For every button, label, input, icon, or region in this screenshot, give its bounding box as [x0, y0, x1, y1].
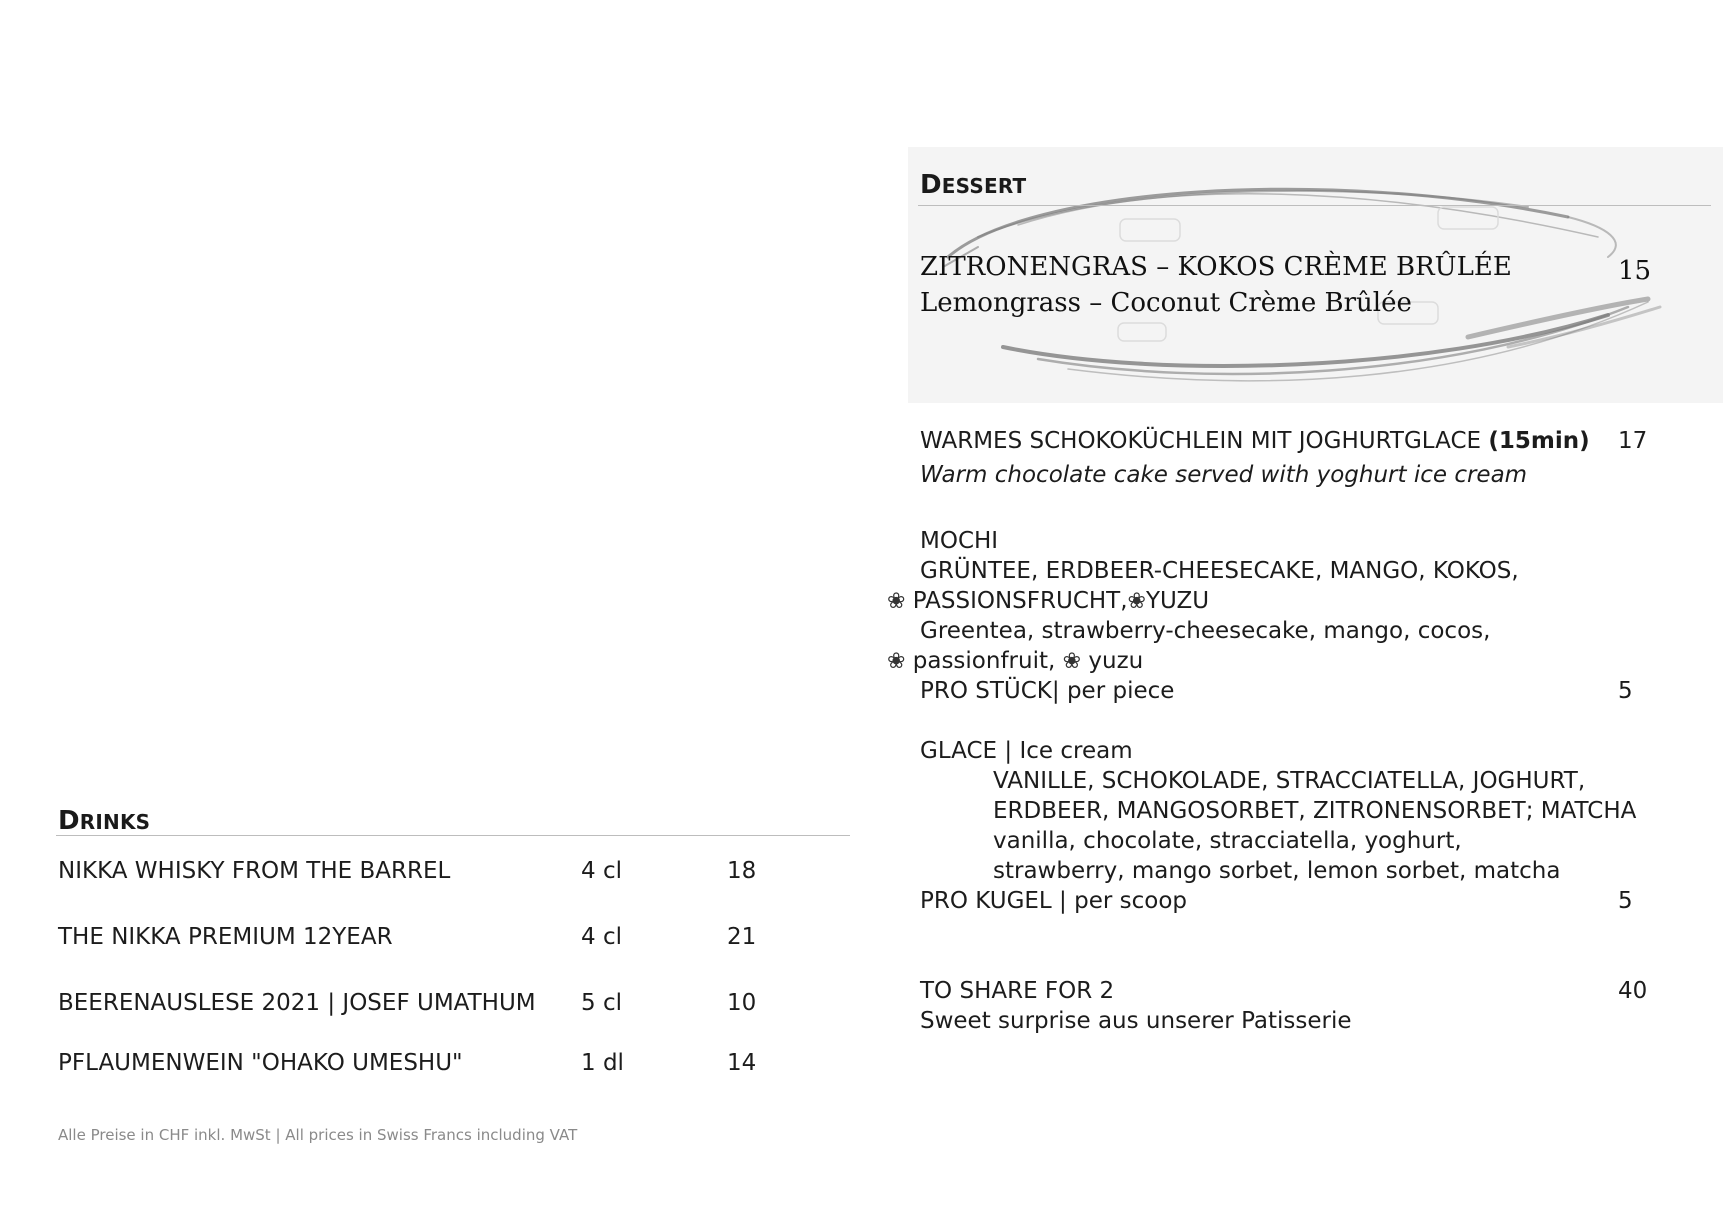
share-price: 40: [1618, 978, 1648, 1004]
drinks-heading-initial: D: [58, 806, 80, 836]
vegan-flower-icon: ❀: [1127, 589, 1146, 614]
drink-price: 18: [727, 858, 757, 884]
drink-size: 4 cl: [581, 924, 622, 950]
drink-name: BEERENAUSLESE 2021 | JOSEF UMATHUM: [58, 990, 536, 1016]
mochi-line-1: GRÜNTEE, ERDBEER-CHEESECAKE, MANGO, KOKOS,: [920, 558, 1519, 584]
drinks-heading: [58, 806, 150, 836]
share-subtitle: Sweet surprise aus unserer Patisserie: [920, 1008, 1352, 1034]
feature-price: 15: [1618, 256, 1652, 286]
price-footnote: Alle Preise in CHF inkl. MwSt | All prices in Swiss Francs including VAT: [58, 1126, 578, 1144]
mochi-line-3: Greentea, strawberry-cheesecake, mango, cocos,: [920, 618, 1491, 644]
dessert-heading-rest: ESSERT: [941, 174, 1027, 198]
glace-line-1: VANILLE, SCHOKOLADE, STRACCIATELLA, JOGHURT,: [993, 768, 1586, 794]
chocolate-title-de: WARMES SCHOKOKÜCHLEIN MIT JOGHURTGLACE: [920, 428, 1482, 454]
dessert-heading-divider: [918, 205, 1711, 206]
glace-price: 5: [1618, 888, 1633, 914]
drink-name: PFLAUMENWEIN "OHAKO UMESHU": [58, 1050, 463, 1076]
mochi-title: MOCHI: [920, 528, 999, 554]
chocolate-time: (15min): [1488, 428, 1590, 454]
mochi-line-2a: PASSIONSFRUCHT,: [912, 588, 1128, 614]
glace-line-3: vanilla, chocolate, stracciatella, yoghurt,: [993, 828, 1462, 854]
share-title: TO SHARE FOR 2: [920, 978, 1115, 1004]
drinks-heading-rest: RINKS: [79, 810, 151, 834]
mochi-line-2: [887, 586, 1209, 617]
mochi-line-4: [887, 646, 1143, 677]
drink-size: 4 cl: [581, 858, 622, 884]
drink-price: 21: [727, 924, 757, 950]
chocolate-subtitle: Warm chocolate cake served with yoghurt ice cream: [920, 462, 1528, 488]
feature-title-de: ZITRONENGRAS – KOKOS CRÈME BRÛLÉE: [920, 252, 1512, 282]
drink-size: 1 dl: [581, 1050, 624, 1076]
glace-per-scoop: PRO KUGEL | per scoop: [920, 888, 1187, 914]
mochi-line-4a: passionfruit,: [912, 648, 1056, 674]
mochi-price: 5: [1618, 678, 1633, 704]
glace-line-4: strawberry, mango sorbet, lemon sorbet, matcha: [993, 858, 1561, 884]
mochi-line-2b: YUZU: [1145, 588, 1210, 614]
drinks-heading-divider: [56, 835, 850, 836]
feature-title-en: Lemongrass – Coconut Crème Brûlée: [920, 288, 1412, 318]
vegan-flower-icon: ❀: [1062, 649, 1082, 674]
drink-size: 5 cl: [581, 990, 622, 1016]
chocolate-price: 17: [1618, 428, 1648, 454]
glace-title: GLACE | Ice cream: [920, 738, 1133, 764]
mochi-per-piece: PRO STÜCK| per piece: [920, 678, 1175, 704]
glace-line-2: ERDBEER, MANGOSORBET, ZITRONENSORBET; MATCHA: [993, 798, 1637, 824]
vegan-flower-icon: ❀: [887, 589, 906, 614]
drink-price: 10: [727, 990, 757, 1016]
drink-name: THE NIKKA PREMIUM 12YEAR: [58, 924, 393, 950]
dessert-heading-initial: D: [920, 170, 942, 200]
vegan-flower-icon: ❀: [887, 649, 906, 674]
drink-name: NIKKA WHISKY FROM THE BARREL: [58, 858, 451, 884]
drink-price: 14: [727, 1050, 757, 1076]
dessert-heading: [920, 170, 1026, 200]
chocolate-title: [920, 426, 1590, 456]
mochi-line-4b: yuzu: [1088, 648, 1144, 674]
